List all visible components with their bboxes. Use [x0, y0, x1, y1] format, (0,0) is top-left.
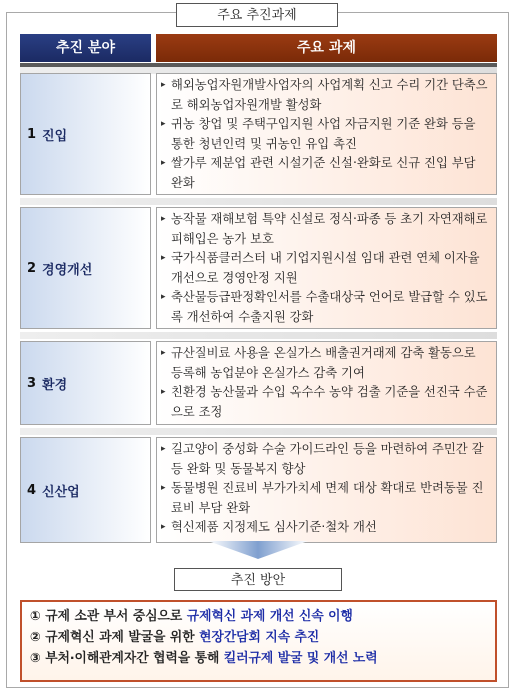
category-cell-1: [20, 73, 151, 195]
plan-line-prefix: ① 규제 소관 부서 중심으로: [30, 609, 187, 624]
plan-line-highlight: 킬러규제 발굴 및 개선 노력: [223, 651, 378, 666]
header-tasks: 주요 과제: [156, 34, 497, 62]
row-spacer: [20, 198, 497, 205]
category-number: 1: [27, 126, 37, 142]
category-cell-4: [20, 437, 151, 543]
task-cell-1: [156, 73, 497, 195]
plan-line-1: [30, 606, 487, 627]
down-arrow-icon: [208, 541, 308, 559]
plan-line-highlight: 현장간담회 지속 추진: [199, 630, 320, 645]
category-cell-2: [20, 207, 151, 329]
row-spacer: [20, 332, 497, 339]
category-name: 신산업: [42, 484, 80, 500]
category-number: 3: [27, 375, 37, 391]
category-cell-3: [20, 341, 151, 425]
task-item: ▸ 길고양이 중성화 수술 가이드라인 등을 마련하여 주민간 갈등 완화 및 동물복지 향상: [161, 440, 490, 479]
task-item: ▸ 규산질비료 사용을 온실가스 배출권거래제 감축 활동으로 등록해 농업분야 온실가스 감축 기여: [161, 344, 490, 383]
plan-box: [20, 600, 497, 682]
plan-line-highlight: 규제혁신 과제 개선 신속 이행: [186, 609, 353, 624]
category-number: 4: [27, 482, 37, 498]
header-category: 추진 분야: [20, 34, 151, 62]
plan-line-3: [30, 648, 487, 669]
row-spacer: [20, 428, 497, 435]
category-name: 경영개선: [42, 262, 93, 278]
task-item: ▸ 쌀가루 제분업 관련 시설기준 신설‧완화로 신규 진입 부담 완화: [161, 154, 490, 193]
task-cell-4: [156, 437, 497, 543]
task-item: ▸ 국가식품클러스터 내 기업지원시설 임대 관련 연체 이자율 개선으로 경영안정 지원: [161, 249, 490, 288]
page-title: 주요 추진과제: [176, 3, 338, 27]
task-item: ▸ 귀농 창업 및 주택구입지원 사업 자금지원 기준 완화 등을 통한 청년인력 및 귀농인 유입 촉진: [161, 115, 490, 154]
task-item: ▸ 해외농업자원개발사업자의 사업계획 신고 수리 기간 단축으로 해외농업자원개발 활성화: [161, 76, 490, 115]
task-cell-3: [156, 341, 497, 425]
category-name: 진입: [42, 128, 68, 144]
task-item: ▸ 친환경 농산물과 수입 옥수수 농약 검출 기준을 선진국 수준으로 조정: [161, 383, 490, 422]
task-item: ▸ 동물병원 진료비 부가가치세 면제 대상 확대로 반려동물 진료비 부담 완화: [161, 479, 490, 518]
plan-line-2: [30, 627, 487, 648]
category-name: 환경: [42, 377, 68, 393]
task-item: ▸ 농작물 재해보험 특약 신설로 정식‧파종 등 초기 자연재해로 피해입은 농가 보호: [161, 210, 490, 249]
category-number: 2: [27, 260, 37, 276]
plan-title: 추진 방안: [174, 568, 342, 591]
plan-line-prefix: ② 규제혁신 과제 발굴을 위한: [30, 630, 200, 645]
task-item: ▸ 축산물등급판정확인서를 수출대상국 언어로 발급할 수 있도록 개선하여 수출지원 강화: [161, 288, 490, 327]
task-cell-2: [156, 207, 497, 329]
plan-line-prefix: ③ 부처‧이해관계자간 협력을 통해: [30, 651, 224, 666]
task-item: ▸ 혁신제품 지정제도 심사기준‧철차 개선: [161, 518, 490, 538]
